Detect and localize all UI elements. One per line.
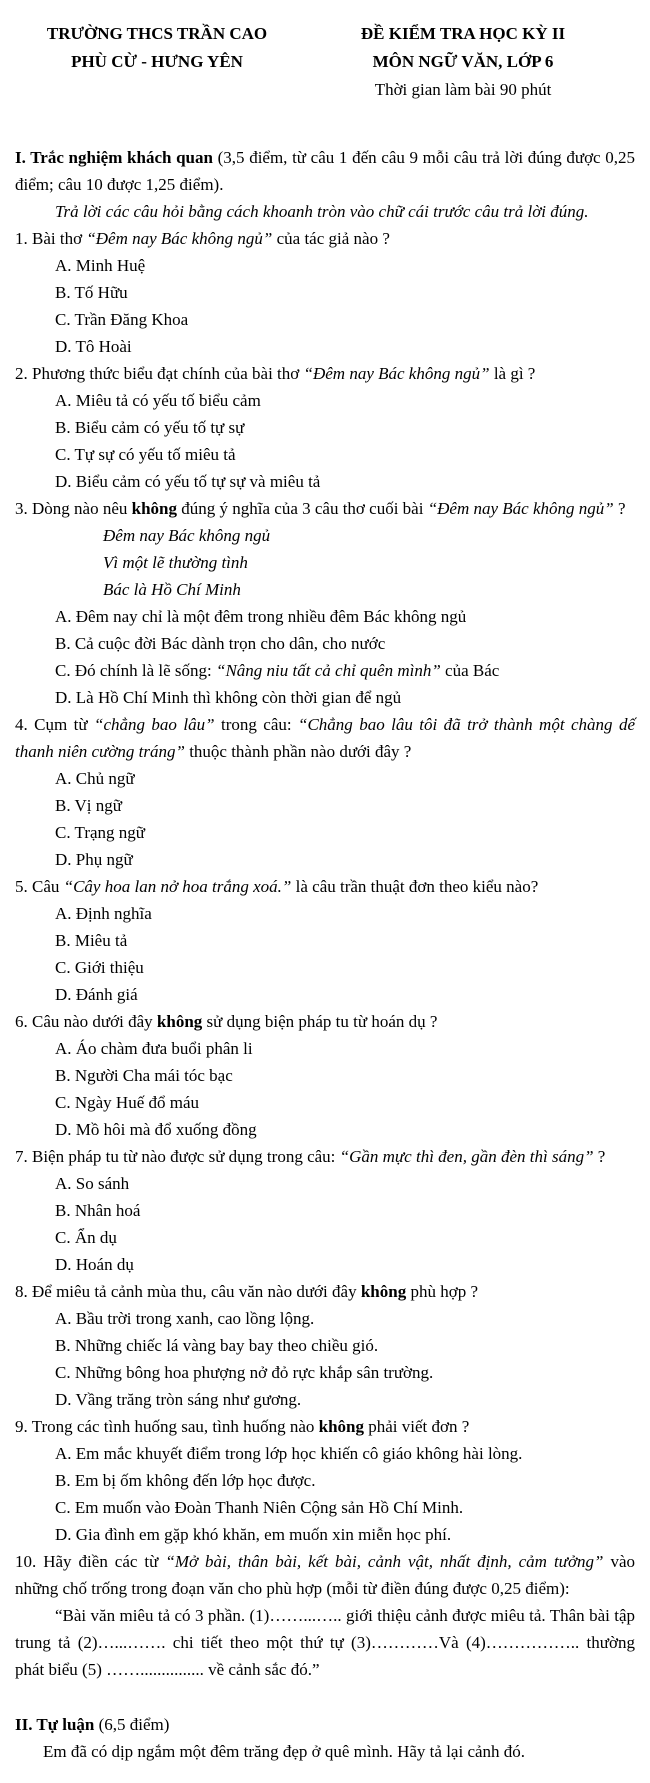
question-2-options bbox=[15, 387, 635, 495]
exam-title: ĐỀ KIỂM TRA HỌC KỲ II bbox=[360, 24, 566, 43]
question-4-option-d: D. Phụ ngữ bbox=[55, 850, 133, 869]
question-3-option-d: D. Là Hồ Chí Minh thì không còn thời gian để ngủ bbox=[55, 688, 402, 707]
question-9-options bbox=[15, 1440, 635, 1548]
question-6-option-c: C. Ngày Huế đổ máu bbox=[55, 1093, 200, 1112]
question-8-option-c: C. Những bông hoa phượng nở đỏ rực khắp sân trường. bbox=[55, 1363, 434, 1382]
question-3-option-b: B. Cả cuộc đời Bác dành trọn cho dân, cho nước bbox=[55, 634, 386, 653]
question-4-option-c: C. Trạng ngữ bbox=[55, 823, 145, 842]
question-5 bbox=[15, 873, 635, 1008]
question-1 bbox=[15, 225, 635, 360]
question-5-options bbox=[15, 900, 635, 1008]
question-1-options bbox=[15, 252, 635, 360]
section-1-instruction: Trả lời các câu hỏi bằng cách khoanh tròn vào chữ cái trước câu trả lời đúng. bbox=[55, 202, 589, 221]
question-10-text: 10. Hãy điền các từ “Mở bài, thân bài, kết bài, cảnh vật, nhất định, cảm tưởng” vào những chố trống trong đoạn văn cho phù hợp (mỗi từ điền đúng được 0,25 điểm): bbox=[15, 1552, 636, 1598]
exam-header bbox=[15, 16, 635, 104]
question-4-text: 4. Cụm từ “chẳng bao lâu” trong câu: “Chẳng bao lâu tôi đã trở thành một chàng dế thanh niên cường tráng” thuộc thành phần nào dưới đây ? bbox=[15, 715, 635, 761]
exam-title-block bbox=[301, 20, 625, 104]
document-body bbox=[15, 144, 635, 1765]
question-2-option-c: C. Tự sự có yếu tố miêu tả bbox=[55, 445, 236, 464]
question-9-option-b: B. Em bị ốm không đến lớp học được. bbox=[55, 1471, 316, 1490]
question-2 bbox=[15, 360, 635, 495]
question-6-text: 6. Câu nào dưới đây không sử dụng biện pháp tu từ hoán dụ ? bbox=[15, 1012, 438, 1031]
question-3-text: 3. Dòng nào nêu không đúng ý nghĩa của 3 câu thơ cuối bài “Đêm nay Bác không ngủ” ? bbox=[15, 499, 626, 518]
question-2-option-d: D. Biểu cảm có yếu tố tự sự và miêu tả bbox=[55, 472, 321, 491]
question-1-text: 1. Bài thơ “Đêm nay Bác không ngủ” của tác giả nào ? bbox=[15, 229, 390, 248]
question-9-option-d: D. Gia đình em gặp khó khăn, em muốn xin miễn học phí. bbox=[55, 1525, 452, 1544]
section-2-heading: II. Tự luận (6,5 điểm) bbox=[15, 1715, 170, 1734]
question-4 bbox=[15, 711, 635, 873]
question-10 bbox=[15, 1548, 635, 1683]
question-3-option-c: C. Đó chính là lẽ sống: “Nâng niu tất cả chỉ quên mình” của Bác bbox=[55, 661, 500, 680]
question-1-option-b: B. Tố Hữu bbox=[55, 283, 128, 302]
question-2-option-b: B. Biểu cảm có yếu tố tự sự bbox=[55, 418, 245, 437]
poem-line-1: Đêm nay Bác không ngủ bbox=[103, 526, 271, 545]
section-1 bbox=[15, 144, 635, 1683]
question-2-text: 2. Phương thức biểu đạt chính của bài thơ “Đêm nay Bác không ngủ” là gì ? bbox=[15, 364, 536, 383]
question-7-option-a: A. So sánh bbox=[55, 1174, 130, 1193]
question-1-option-c: C. Trần Đăng Khoa bbox=[55, 310, 189, 329]
question-6-option-b: B. Người Cha mái tóc bạc bbox=[55, 1066, 233, 1085]
poem-line-3: Bác là Hồ Chí Minh bbox=[103, 580, 241, 599]
question-5-option-d: D. Đánh giá bbox=[55, 985, 138, 1004]
question-3 bbox=[15, 495, 635, 711]
question-1-option-d: D. Tô Hoài bbox=[55, 337, 132, 356]
question-7-text: 7. Biện pháp tu từ nào được sử dụng trong câu: “Gần mực thì đen, gần đèn thì sáng” ? bbox=[15, 1147, 606, 1166]
question-7-option-b: B. Nhân hoá bbox=[55, 1201, 141, 1220]
question-3-poem bbox=[15, 522, 635, 603]
question-7-option-d: D. Hoán dụ bbox=[55, 1255, 134, 1274]
question-9-text: 9. Trong các tình huống sau, tình huống nào không phải viết đơn ? bbox=[15, 1417, 470, 1436]
question-5-option-c: C. Giới thiệu bbox=[55, 958, 144, 977]
question-10-paragraph: “Bài văn miêu tả có 3 phần. (1)……...….. giới thiệu cảnh được miêu tả. Thân bài tập trung tả (2)…...……. chi tiết theo một thứ tự (3)…………Và (4)…………….. thường phát biểu (5) ……............... về cảnh sắc đó.” bbox=[15, 1606, 635, 1679]
question-2-option-a: A. Miêu tả có yếu tố biểu cảm bbox=[55, 391, 261, 410]
exam-duration: Thời gian làm bài 90 phút bbox=[374, 80, 552, 99]
question-7-option-c: C. Ẩn dụ bbox=[55, 1228, 117, 1247]
question-8-option-b: B. Những chiếc lá vàng bay bay theo chiều gió. bbox=[55, 1336, 379, 1355]
school-block bbox=[25, 20, 289, 76]
question-8-options bbox=[15, 1305, 635, 1413]
section-2 bbox=[15, 1711, 635, 1765]
question-9-option-a: A. Em mắc khuyết điểm trong lớp học khiến cô giáo không hài lòng. bbox=[55, 1444, 523, 1463]
question-7 bbox=[15, 1143, 635, 1278]
question-4-option-b: B. Vị ngữ bbox=[55, 796, 122, 815]
question-3-option-a: A. Đêm nay chỉ là một đêm trong nhiều đêm Bác không ngủ bbox=[55, 607, 467, 626]
question-7-options bbox=[15, 1170, 635, 1278]
exam-subject: MÔN NGỮ VĂN, LỚP 6 bbox=[372, 52, 554, 71]
question-4-option-a: A. Chủ ngữ bbox=[55, 769, 135, 788]
question-8-option-d: D. Vầng trăng tròn sáng như gương. bbox=[55, 1390, 302, 1409]
question-6-option-a: A. Áo chàm đưa buổi phân li bbox=[55, 1039, 253, 1058]
question-6 bbox=[15, 1008, 635, 1143]
question-4-options bbox=[15, 765, 635, 873]
question-6-options bbox=[15, 1035, 635, 1143]
question-8-option-a: A. Bầu trời trong xanh, cao lồng lộng. bbox=[55, 1309, 315, 1328]
section-2-prompt: Em đã có dịp ngắm một đêm trăng đẹp ở quê mình. Hãy tả lại cảnh đó. bbox=[43, 1742, 526, 1761]
school-name: TRƯỜNG THCS TRẦN CAO bbox=[46, 24, 268, 43]
question-5-option-b: B. Miêu tả bbox=[55, 931, 128, 950]
question-8-text: 8. Để miêu tả cảnh mùa thu, câu văn nào dưới đây không phù hợp ? bbox=[15, 1282, 478, 1301]
school-location: PHÙ CỪ - HƯNG YÊN bbox=[71, 52, 243, 71]
question-9 bbox=[15, 1413, 635, 1548]
question-3-options bbox=[15, 603, 635, 711]
question-8 bbox=[15, 1278, 635, 1413]
question-1-option-a: A. Minh Huệ bbox=[55, 256, 146, 275]
section-1-heading: I. Trắc nghiệm khách quan (3,5 điểm, từ câu 1 đến câu 9 mỗi câu trả lời đúng được 0,25 điểm; câu 10 được 1,25 điểm). bbox=[15, 148, 636, 194]
question-9-option-c: C. Em muốn vào Đoàn Thanh Niên Cộng sản Hồ Chí Minh. bbox=[55, 1498, 464, 1517]
question-6-option-d: D. Mồ hôi mà đổ xuống đồng bbox=[55, 1120, 257, 1139]
question-5-option-a: A. Định nghĩa bbox=[55, 904, 152, 923]
poem-line-2: Vì một lẽ thường tình bbox=[103, 553, 248, 572]
question-5-text: 5. Câu “Cây hoa lan nở hoa trắng xoá.” là câu trần thuật đơn theo kiểu nào? bbox=[15, 877, 539, 896]
